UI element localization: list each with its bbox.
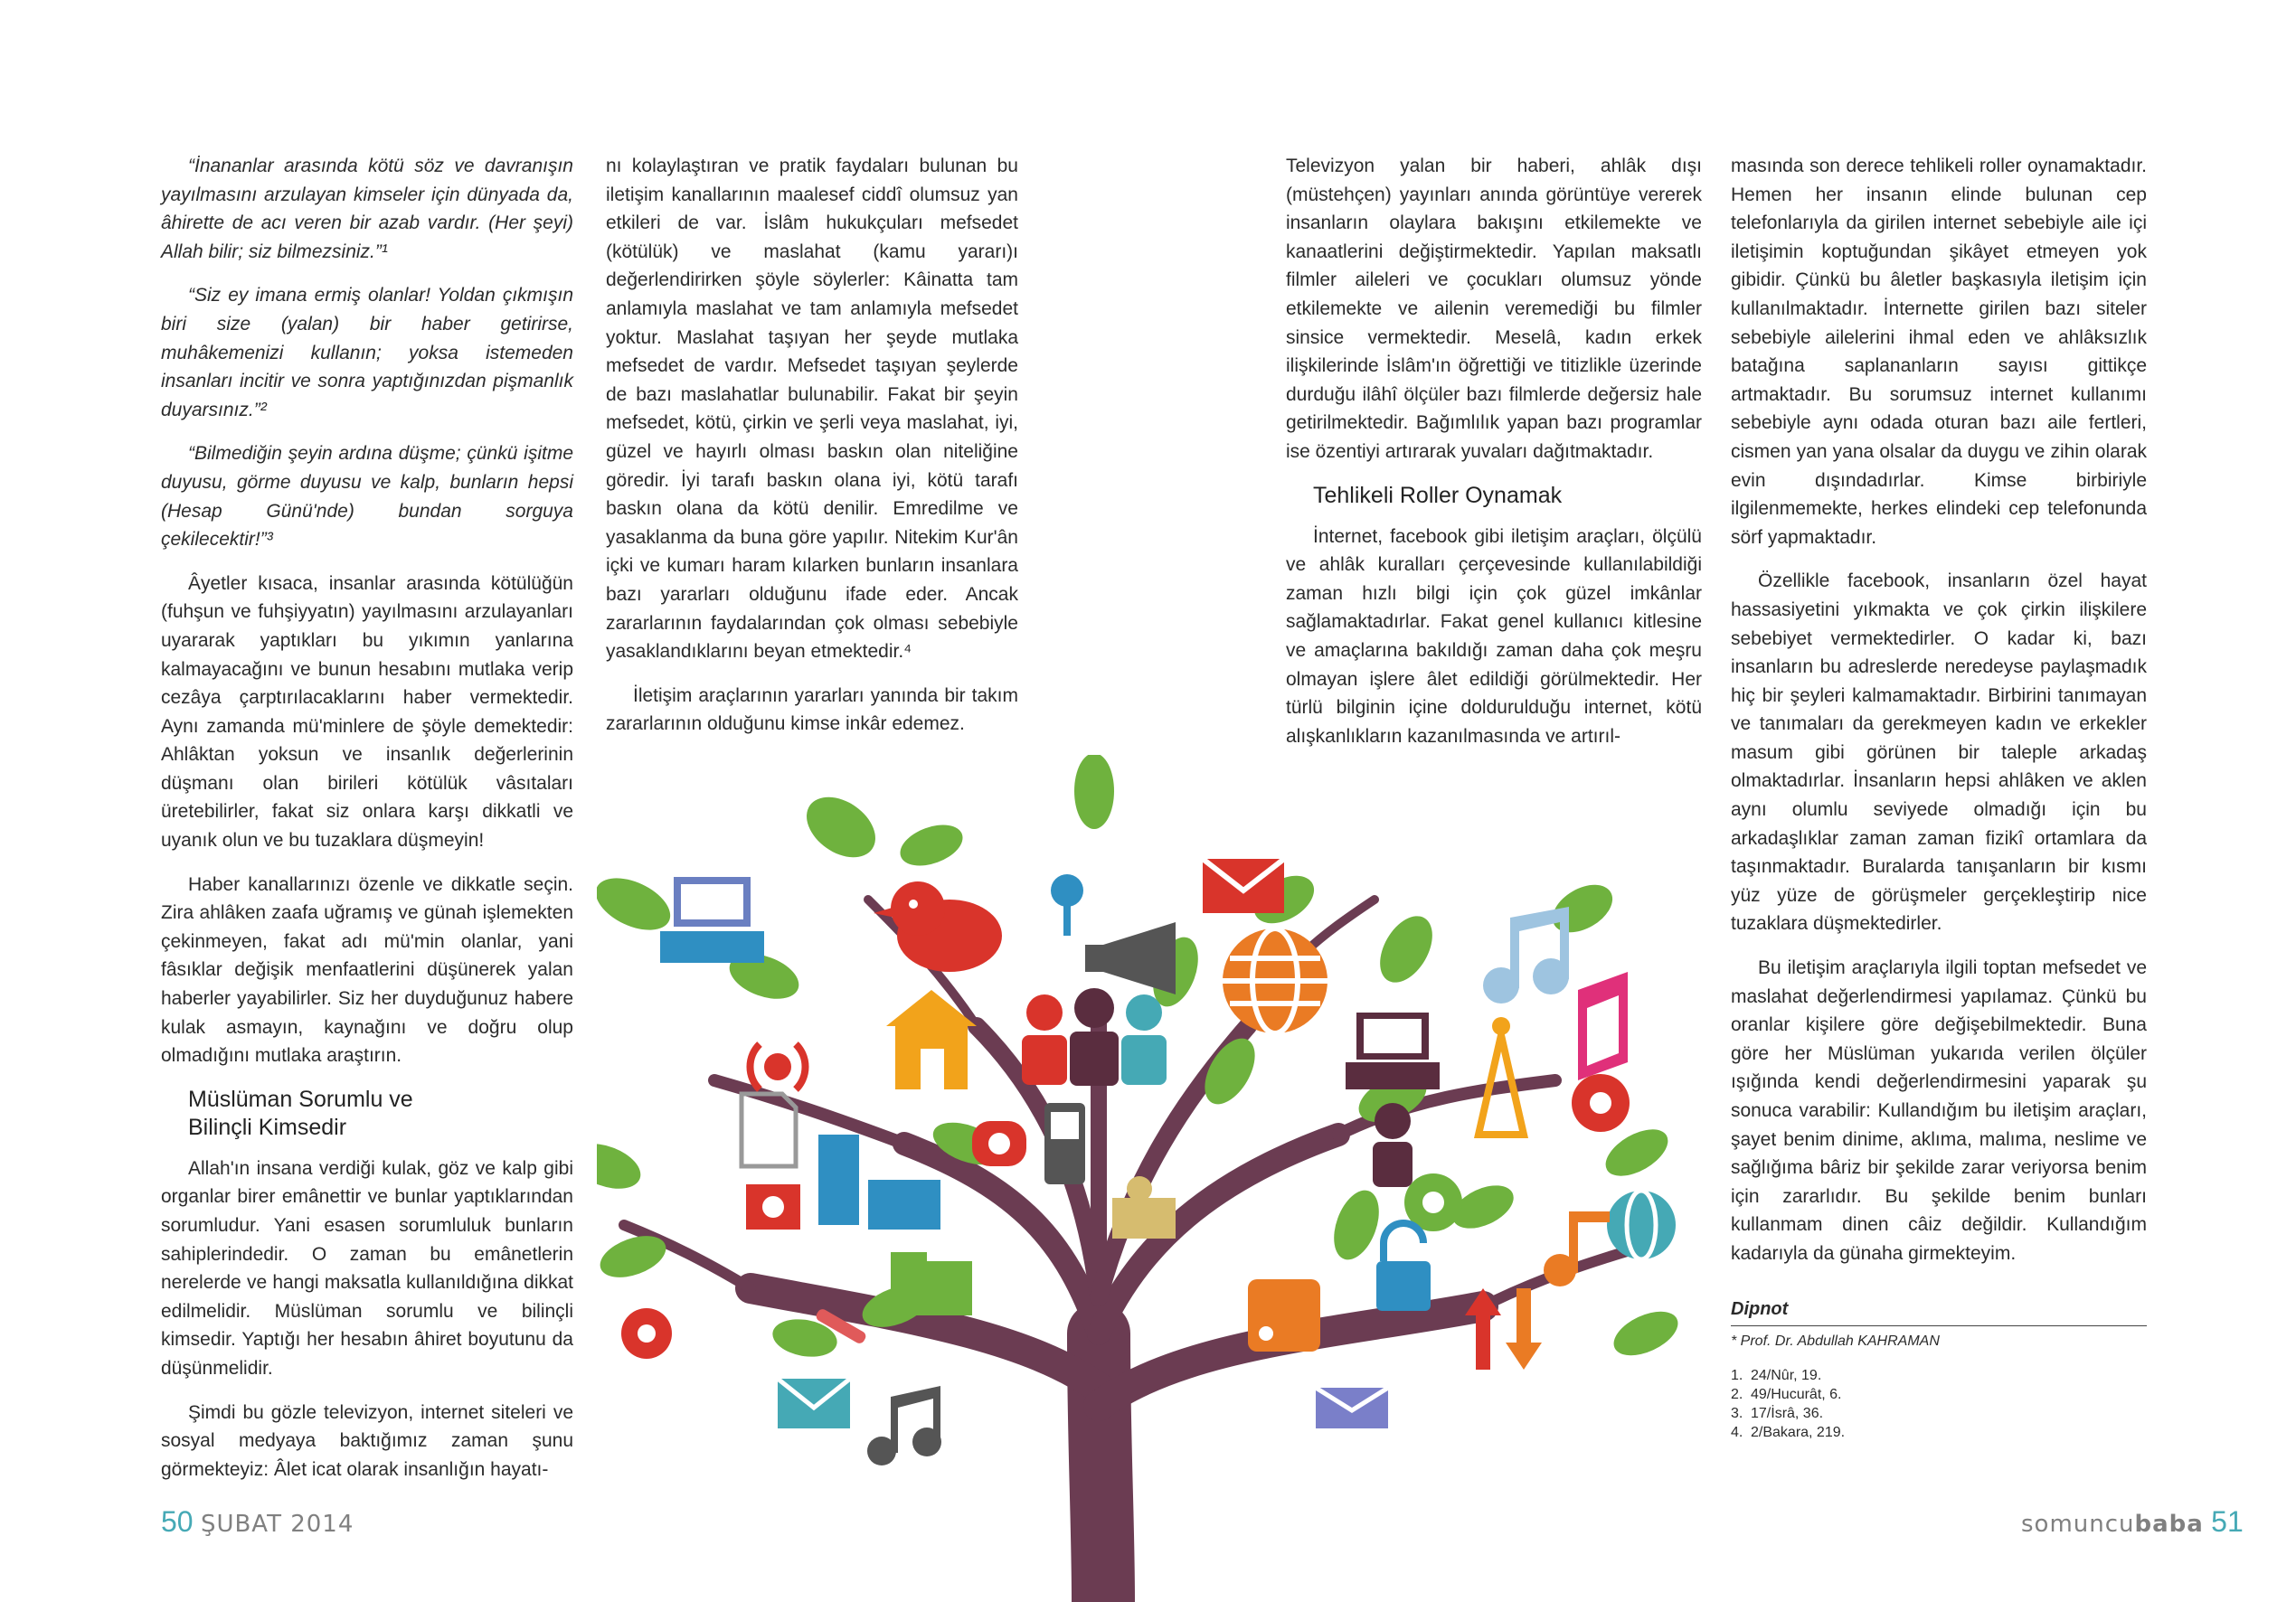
people-icon bbox=[1022, 988, 1167, 1086]
laptop-icon bbox=[1346, 1013, 1440, 1089]
paragraph: masında son derece tehlikeli roller oynamaktadır. Hemen her insanın elinde bulunan cep telefonlarıyla da girilen internet sebebiyle aile içi iletişimin koptuğundan şikâyet etmeyen yok gibidir. Çünkü bu âletler başkasıyla iletişim için kullanılmaktadır. İnternette girilen bazı siteler sebebiyle ailelerini ihmal eden ve ahlâksızlık batağına saplananların sayısı gittikçe artmaktadır. Bu sorumsuz internet kullanımı sebebiyle aynı odada oturan bazı aile fertleri, cismen yan yana olsalar da duygu ve zihin olarak evin dışındadırlar. Kimse birbiriyle ilgilenmemekte, herkes elindeki cep telefonunda sörf yapmaktadır. bbox=[1731, 155, 2147, 548]
mail-icon bbox=[1203, 859, 1284, 913]
paragraph: İletişim araçlarının yararları yanında bir takım zararlarının olduğunu kimse inkâr edemez. bbox=[606, 684, 1018, 735]
footnote-item: 2. 49/Hucurât, 6. bbox=[1731, 1387, 1842, 1403]
column-1 bbox=[161, 152, 573, 1499]
paragraph: Bu iletişim araçlarıyla ilgili toptan mefsedet ve maslahat değerlendirmesi yapılamaz. Çünkü bu oranlar kişilere göre değişebilmektedir. Buna göre her Müslüman yukarıda verilen ölçüler ışığında kendi değerlendirmesini yaparak şu sonuca varabilir: Kullandığım bu iletişim araçları, şayet benim dinime, aklıma, malıma, neslime ve sağlığıma bâriz bir şekilde zarar veriyorsa benim için zararlıdır. Bu şekilde benim bunları kullanmam dinen câiz değildir. Kullandığım kadarıyla da günaha girmekteyim. bbox=[1731, 957, 2147, 1264]
footnote-author: * Prof. Dr. Abdullah KAHRAMAN bbox=[1731, 1333, 1940, 1350]
signal-icon bbox=[1051, 874, 1083, 936]
gear-icon bbox=[1572, 1074, 1630, 1132]
footnote-item: 3. 17/İsrâ, 36. bbox=[1731, 1406, 1824, 1422]
paragraph: Televizyon yalan bir haberi, ahlâk dışı (müstehçen) yayınları anında görüntüye vererek insanların olaylara bakışını etkilemekte ve kanaatlerini değiştirmektedir. Yapılan maksatlı filmler aileleri ve çocukları olumsuz yönde etkilemekte ve ailenin veremediği bu filmler sinsice vermektedir. Meselâ, kadın erkek ilişkilerinde İslâm'ın öğrettiği ve titizlikle üzerinde durduğu ilâhî ölçüler bazı filmlerde değersiz hale getirilmektedir. Bağımlılık yapan bazı programlar ise özentiyi artırarak yuvaları dağıtmaktadır. bbox=[1286, 155, 1702, 462]
footnote-list bbox=[1731, 1366, 2147, 1442]
leaf bbox=[796, 785, 887, 870]
folder-icon bbox=[891, 1252, 972, 1315]
music-note-icon bbox=[1483, 907, 1569, 1004]
section-heading-muslim: Müslüman Sorumlu ve Bilinçli Kimsedir bbox=[188, 1086, 413, 1140]
leaf bbox=[1326, 1184, 1388, 1266]
paragraph: nı kolaylaştıran ve pratik faydaları bulunan bu iletişim kanallarının maalesef ciddî olumsuz yan etkileri de var. İslâm hukukçuları mefsedet (kötülük) ve maslahat (kamu yararı)ı değerlendirirken şöyle söylerler: Kâinatta tam anlamıyla maslahat ve tam anlamıyla mefsedet yoktur. Maslahat taşıyan her şeyde mutlaka mefsedet de vardır. Mefsedet taşıyan şeylerde de bazı maslahatlar bulunabilir. Fakat bir şeyin mefsedet, kötü, çirkin ve şerli veya maslahat, iyi, güzel ve hayırlı olması baskın olan niteliğine göredir. İyi tarafı baskın olana iyi, kötü tarafı baskın olana da kötü denilir. Emredilme ve yasaklanma da buna göre yapılır. Nitekim Kur'ân içki ve kumarı haram kılarken bunların insanlara bazı yararları olduğunu ifade eder. Ancak zararlarının faydalarından çok olması sebebiyle yasaklandıklarını beyan etmektedir.⁴ bbox=[606, 155, 1018, 663]
page-number: 50 bbox=[161, 1505, 194, 1538]
globe-icon bbox=[1223, 928, 1328, 1033]
paragraph: Haber kanallarınızı özenle ve dikkatle seçin. Zira ahlâken zaafa uğramış ve günah işlemekten çekinmeyen, fakat adı mü'min olanlar, yani fâsıklar değişik menfaatlerini düşünerek yalan haberler yayabilirler. Siz her duyduğunuz habere kulak asmayın, kaynağını ve doğru olup olmadığını mutlaka araştırın. bbox=[161, 873, 573, 1067]
footnote-title: Dipnot bbox=[1731, 1296, 2147, 1327]
globe-icon bbox=[1607, 1191, 1676, 1259]
megaphone-icon bbox=[1085, 922, 1176, 994]
column-3 bbox=[1286, 152, 1702, 766]
quote-verse-1: “İnananlar arasında kötü söz ve davranışın yayılmasını arzulayan kimseler için dünyada da, âhirette de acı veren bir azab vardır. (Her şeyi) Allah bilir; siz bilmezsiniz.”¹ bbox=[161, 155, 573, 262]
leaf bbox=[597, 1136, 647, 1198]
column-2 bbox=[606, 152, 1018, 754]
paragraph: Şimdi bu gözle televizyon, internet siteleri ve sosyal medyaya baktığımız zaman şunu görmekteyiz: Âlet icat olarak insanlığın hayatı- bbox=[161, 1401, 573, 1480]
magazine-name: somuncubaba bbox=[2021, 1511, 2204, 1538]
folio-left bbox=[161, 1505, 354, 1539]
leaf bbox=[1369, 907, 1443, 991]
leaf bbox=[597, 868, 678, 941]
rss-icon bbox=[1248, 1279, 1320, 1352]
quote-verse-2: “Siz ey imana ermiş olanlar! Yoldan çıkmışın biri size (yalan) bir haber getirirse, muhâkemenizi kullanın; yoksa istemeden insanları incitir ve sonra yaptığınızdan pişmanlık duyarsınız.”² bbox=[161, 285, 573, 420]
mail-icon bbox=[1316, 1388, 1388, 1428]
paragraph: Âyetler kısaca, insanlar arasında kötülüğün (fuhşun ve fuhşiyyatın) yayılmasını arzulayanları uyararak yaptıkları bu yıkımın yanlarına kalmayacağını ve bunun hesabını mutlaka verip cezâya çarptırılacaklarını haber vermektedir. Aynı zamanda mü'minlere de şöyle demektedir: Ahlâktan yoksun ve insanlık değerlerinin düşmanı olan birileri kötülük vâsıtaları üretebilirler, fakat siz onlara karşı dikkatli ve uyanık olun ve bu tuzaklara düşmeyin! bbox=[161, 572, 573, 852]
leaf bbox=[1607, 1303, 1685, 1364]
leaf bbox=[1545, 875, 1620, 942]
folio-right bbox=[2021, 1505, 2244, 1539]
camera-icon bbox=[746, 1184, 800, 1230]
footnote-item: 4. 2/Bakara, 219. bbox=[1731, 1425, 1846, 1441]
film-camera-icon bbox=[1112, 1176, 1176, 1239]
tower-icon bbox=[1479, 1017, 1524, 1135]
music-note-icon bbox=[867, 1386, 941, 1465]
person-icon bbox=[1373, 1103, 1413, 1187]
laptop-icon bbox=[660, 877, 764, 963]
gear-icon bbox=[621, 1308, 672, 1359]
phone-icon bbox=[1044, 1103, 1085, 1184]
page-number: 51 bbox=[2211, 1505, 2244, 1538]
leaf bbox=[1074, 755, 1114, 829]
hand-phone-icon bbox=[972, 1121, 1026, 1166]
paragraph: Allah'ın insana verdiği kulak, göz ve kalp gibi organlar birer emânettir ve bunlar yaptıklarından sorumludur. Yani esasen sorumluluk bunların sahiplerindedir. O zaman bu emânetlerin nerelerde ve hangi maksatla kullanıldığına dikkat edilmelidir. Müslüman sorumlu ve bilinçli kimsedir. Yaptığı her hesabın âhiret boyutunu da düşünmelidir. bbox=[161, 1157, 573, 1379]
quote-verse-3: “Bilmediğin şeyin ardına düşme; çünkü işitme duyusu, görme duyusu ve kalp, bunların hepsi (Hesap Günü'nde) bundan sorguya çekilecektir!”³ bbox=[161, 443, 573, 551]
broadcast-icon bbox=[750, 1044, 805, 1089]
leaf bbox=[894, 817, 968, 873]
book-icon bbox=[1578, 972, 1628, 1080]
issue-date: ŞUBAT 2014 bbox=[200, 1511, 354, 1538]
social-media-tree-illustration bbox=[597, 755, 1696, 1602]
music-note-icon bbox=[1544, 1211, 1610, 1286]
column-4 bbox=[1731, 152, 2147, 1442]
section-heading-roles: Tehlikeli Roller Oynamak bbox=[1313, 482, 1563, 508]
paragraph: Özellikle facebook, insanların özel hayat hassasiyetini yıkmakta ve çok çirkin ilişkilere sebebiyet vermektedirler. O kadar ki, bazı insanların bu adreslerde neredeyse paylaşmadık hiç bir şeyleri kalmamaktadır. Birbirini tanımayan ve tanımaları da gerekmeyen kadın ve erkekler masum gibi görünen bir taleple arkadaş olmaktadırlar. İnsanların hepsi ahlâken ve aklen aynı olumlu seviyede olmadığı için bu arkadaşlıklar zaman zaman fizikî ortamlara da taşınmaktadır. Buralarda tanışanların bir kısmı yüz yüze de görüşmeler gerçekleştirip nice tuzaklara düşmektedirler. bbox=[1731, 570, 2147, 935]
footnote-item: 1. 24/Nûr, 19. bbox=[1731, 1368, 1822, 1384]
mail-icon bbox=[778, 1379, 850, 1428]
paragraph: İnternet, facebook gibi iletişim araçları, ölçülü ve ahlâk kuralları çerçevesinde kullanılabildiği zaman hızlı bilgi için çok güzel imkânlar sağlamaktadırlar. Fakat genel kullanıcı kitlesine ve amaçlarına bakıldığı zaman daha çok meşru olmayan işlere âlet edildiği görülmektedir. Her türlü bilginin içine doldurulduğu internet, kötü alışkanlıkların kazanılmasında ve artırıl- bbox=[1286, 525, 1702, 747]
lock-icon bbox=[1376, 1223, 1431, 1311]
